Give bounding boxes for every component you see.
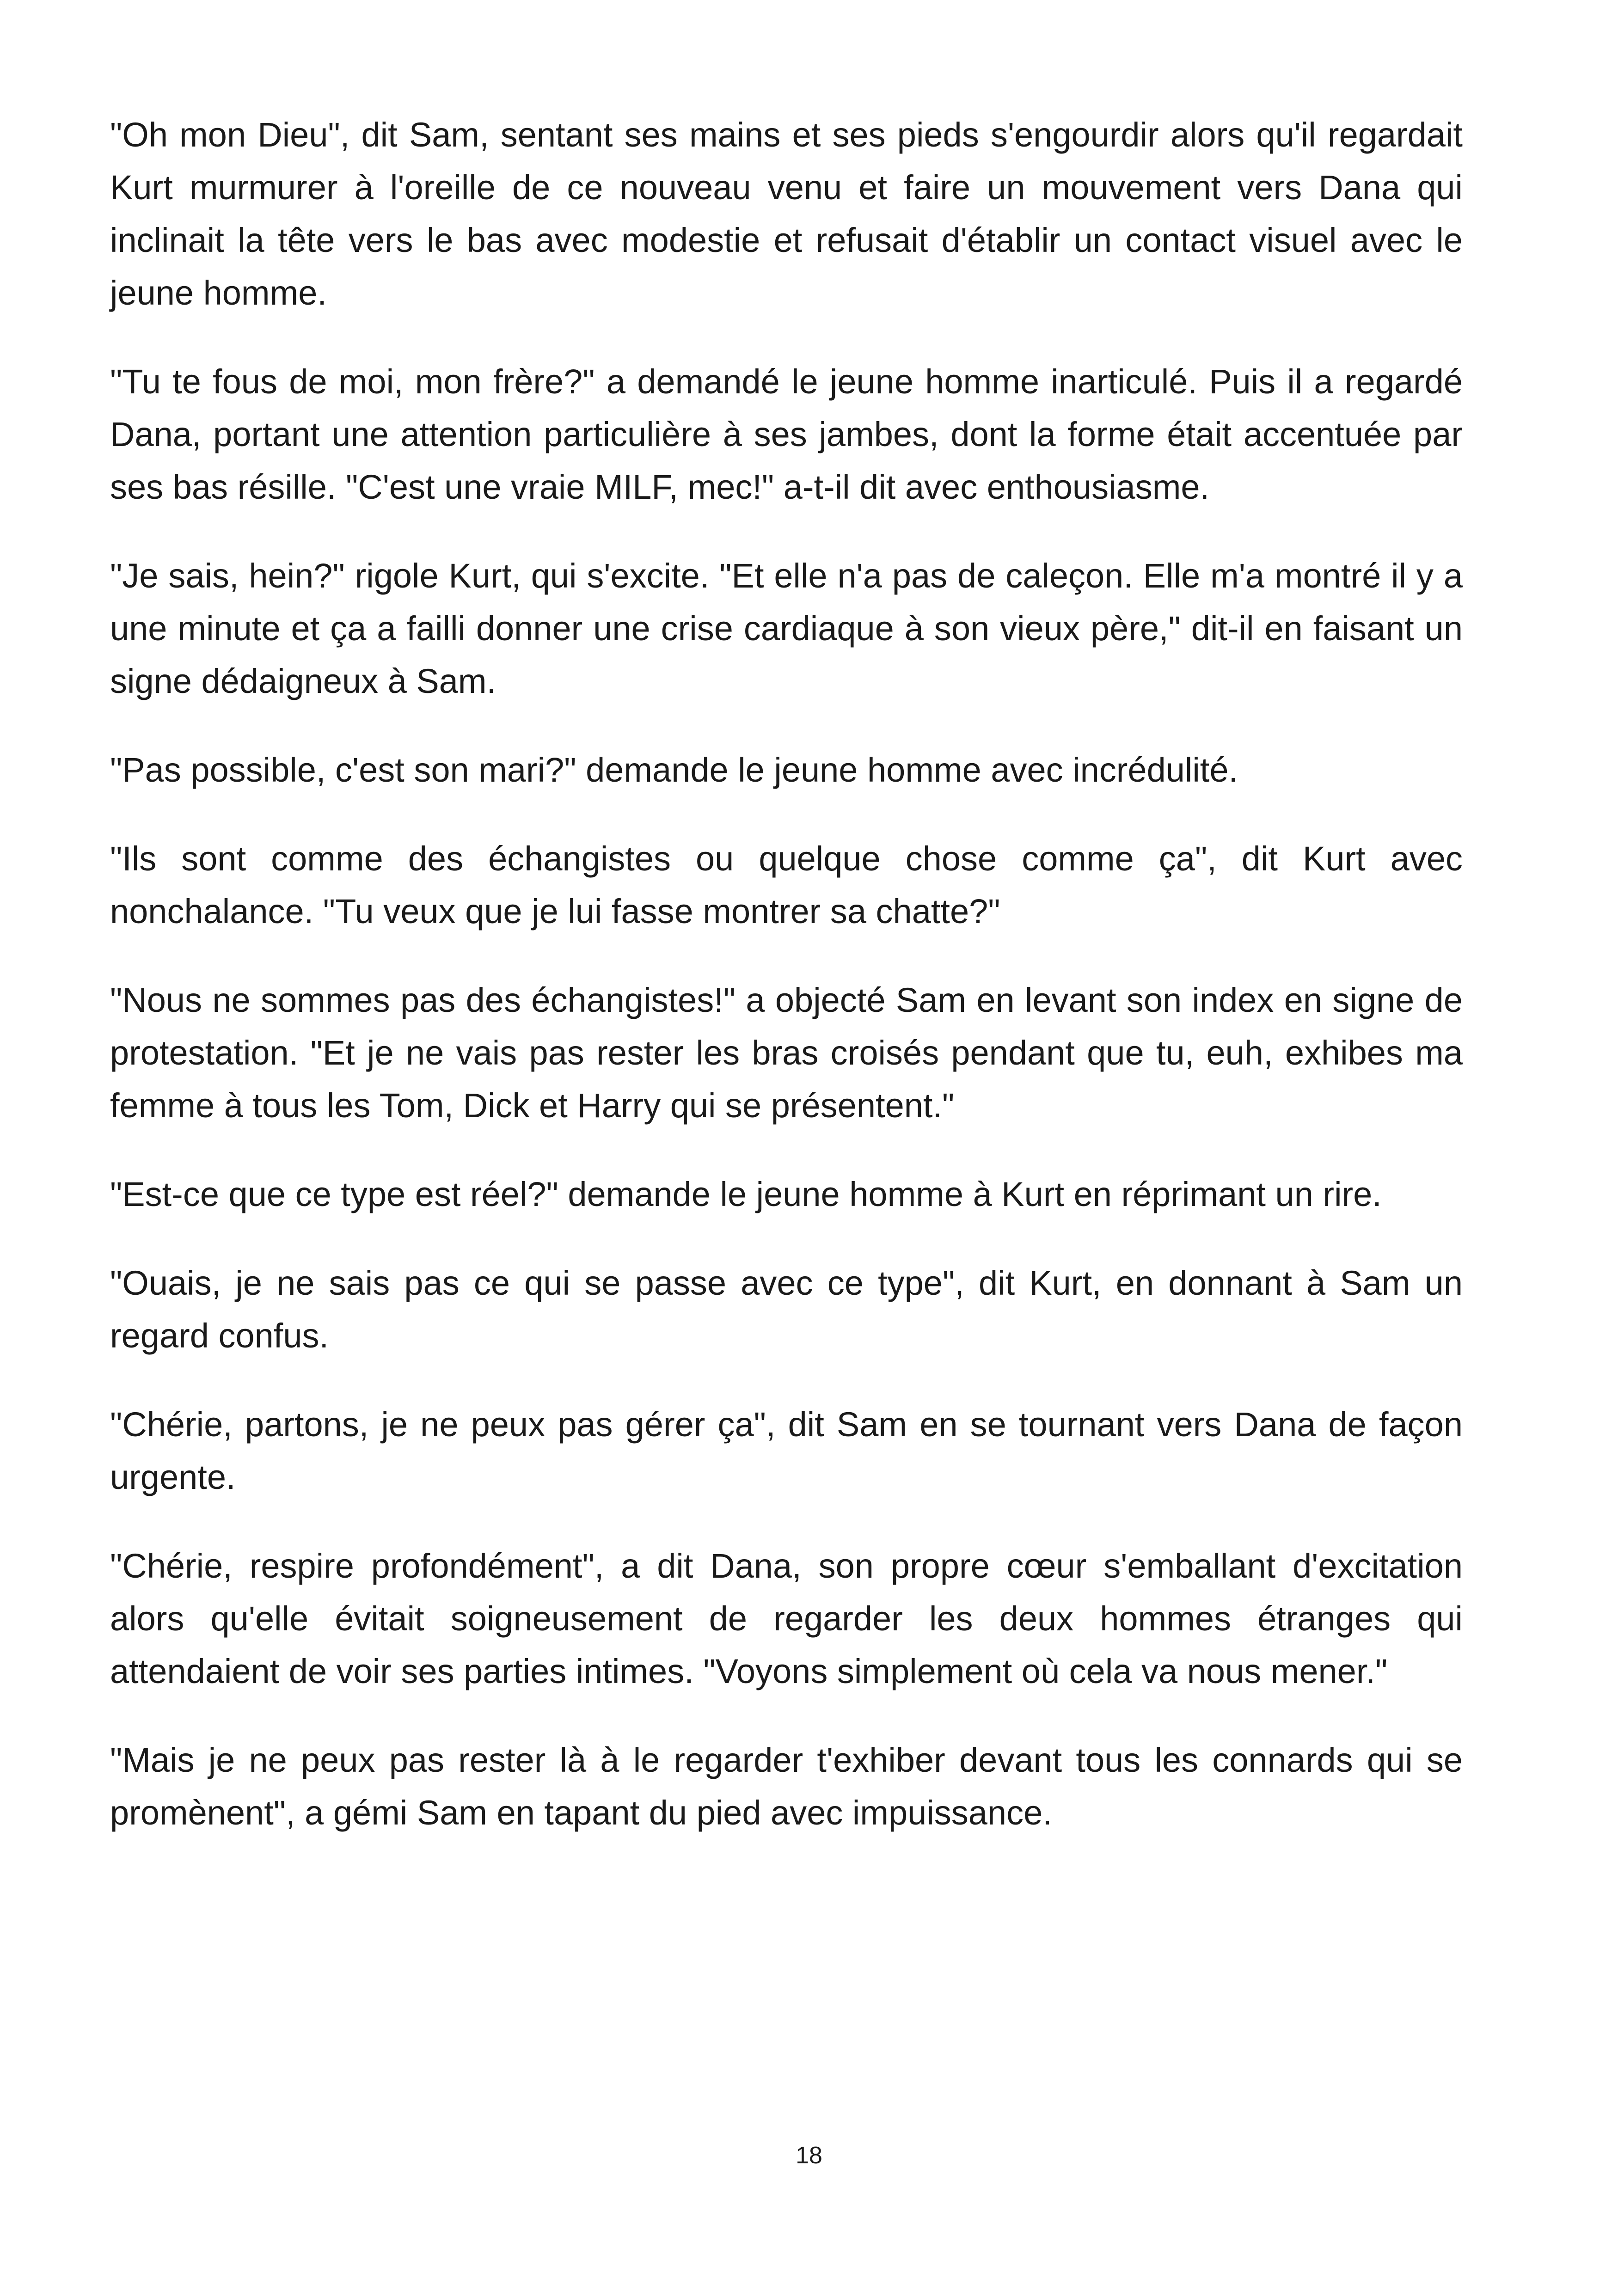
paragraph: "Je sais, hein?" rigole Kurt, qui s'excite. "Et elle n'a pas de caleçon. Elle m'a montré il y a une minute et ça a failli donner une crise cardiaque à son vieux père," dit-il en faisant un signe dédaigneux à Sam.	[110, 557, 1463, 700]
paragraph: "Pas possible, c'est son mari?" demande le jeune homme avec incrédulité.	[110, 751, 1238, 789]
paragraph: "Oh mon Dieu", dit Sam, sentant ses mains et ses pieds s'engourdir alors qu'il regardait Kurt murmurer à l'oreille de ce nouveau venu et faire un mouvement vers Dana qui inclinait la tête vers le bas avec modestie et refusait d'établir un contact visuel avec le jeune homme.	[110, 116, 1463, 312]
paragraph: "Est-ce que ce type est réel?" demande le jeune homme à Kurt en réprimant un rire.	[110, 1175, 1382, 1213]
paragraph: "Tu te fous de moi, mon frère?" a demandé le jeune homme inarticulé. Puis il a regardé Dana, portant une attention particulière à ses jambes, dont la forme était accentuée par ses bas résille. "C'est une vraie MILF, mec!" a-t-il dit avec enthousiasme.	[110, 362, 1463, 506]
page-number: 18	[796, 2142, 822, 2169]
paragraph: "Chérie, partons, je ne peux pas gérer ça", dit Sam en se tournant vers Dana de façon urgente.	[110, 1405, 1463, 1496]
paragraph: "Nous ne sommes pas des échangistes!" a objecté Sam en levant son index en signe de protestation. "Et je ne vais pas rester les bras croisés pendant que tu, euh, exhibes ma femme à tous les Tom, Dick et Harry qui se présentent."	[110, 981, 1463, 1125]
paragraph: "Ils sont comme des échangistes ou quelque chose comme ça", dit Kurt avec nonchalance. "Tu veux que je lui fasse montrer sa chatte?"	[110, 839, 1463, 931]
paragraph: "Chérie, respire profondément", a dit Dana, son propre cœur s'emballant d'excitation alors qu'elle évitait soigneusement de regarder les deux hommes étranges qui attendaient de voir ses parties intimes. "Voyons simplement où cela va nous mener."	[110, 1547, 1463, 1690]
paragraph: "Mais je ne peux pas rester là à le regarder t'exhiber devant tous les connards qui se promènent", a gémi Sam en tapant du pied avec impuissance.	[110, 1741, 1463, 1832]
paragraph: "Ouais, je ne sais pas ce qui se passe avec ce type", dit Kurt, en donnant à Sam un regard confus.	[110, 1264, 1463, 1355]
body-text	[110, 109, 1463, 1875]
